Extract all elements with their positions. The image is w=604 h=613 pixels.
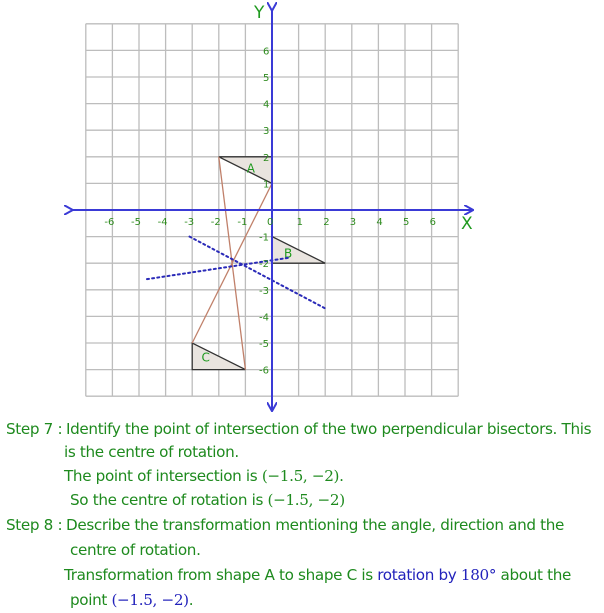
step8-line4 xyxy=(70,591,193,609)
y-tick-label: 6 xyxy=(263,46,270,58)
x-tick-label: -5 xyxy=(131,217,141,228)
y-tick-label: 5 xyxy=(263,73,270,84)
y-tick-label: 1 xyxy=(263,179,270,191)
step7-line2: is the centre of rotation. xyxy=(64,443,239,461)
angle-value: 180° xyxy=(460,566,497,584)
step7-line4-text: So the centre of rotation is xyxy=(70,491,268,509)
x-tick-label: 5 xyxy=(403,217,410,228)
x-tick-label: -4 xyxy=(157,217,168,228)
x-tick-label: 2 xyxy=(323,217,330,228)
step8-line3 xyxy=(64,566,571,584)
x-tick-label: -2 xyxy=(210,217,221,228)
y-tick-label: 4 xyxy=(263,99,270,111)
shape-label-c: C xyxy=(201,350,210,365)
x-axis-label: X xyxy=(461,214,473,234)
x-tick-label: -3 xyxy=(184,217,195,228)
y-axis-label: Y xyxy=(254,3,265,23)
step7-line1: Identify the point of intersection of the two perpendicular bisectors. This xyxy=(66,420,592,438)
y-tick-label: -6 xyxy=(259,365,269,377)
axes xyxy=(72,10,472,410)
step7-line3 xyxy=(64,467,344,485)
step8-line4-end: . xyxy=(188,591,194,609)
shape-label-b: B xyxy=(283,246,293,261)
step8-line2: centre of rotation. xyxy=(70,541,201,559)
x-tick-label: 1 xyxy=(296,217,303,228)
perpendicular-bisector xyxy=(190,237,326,309)
step7-label: Step 7 : xyxy=(6,420,63,438)
centre-value: (−1.5, −2) xyxy=(267,491,345,509)
point-value: (−1.5, −2) xyxy=(111,591,189,609)
x-tick-label: 0 xyxy=(267,217,274,228)
intersection-value: (−1.5, −2). xyxy=(261,467,344,485)
step8-line3-end: about the xyxy=(496,566,571,584)
tick-labels xyxy=(104,46,436,376)
step8-line4-text: point xyxy=(70,591,112,609)
x-tick-label: 3 xyxy=(349,217,357,228)
shape-label-a: A xyxy=(246,161,255,176)
y-tick-label: 3 xyxy=(263,126,270,138)
step8-label: Step 8 : xyxy=(6,516,63,534)
y-tick-label: -3 xyxy=(259,285,269,297)
rotation-highlight: rotation by xyxy=(377,566,461,584)
step8-line3-text: Transformation from shape A to shape C is xyxy=(64,566,378,584)
y-tick-label: -4 xyxy=(259,312,269,324)
y-tick-label: 2 xyxy=(263,152,270,164)
y-tick-label: -2 xyxy=(259,259,269,271)
x-tick-label: -1 xyxy=(237,217,248,228)
x-tick-label: -6 xyxy=(104,217,115,228)
step8-line1: Describe the transformation mentioning the angle, direction and the xyxy=(66,516,564,534)
x-tick-label: 6 xyxy=(429,217,436,228)
y-tick-label: -5 xyxy=(259,339,269,350)
x-tick-label: 4 xyxy=(376,217,383,228)
y-tick-label: -1 xyxy=(259,232,269,244)
step7-line3-text: The point of intersection is xyxy=(64,467,262,485)
step7-line4 xyxy=(70,491,345,509)
